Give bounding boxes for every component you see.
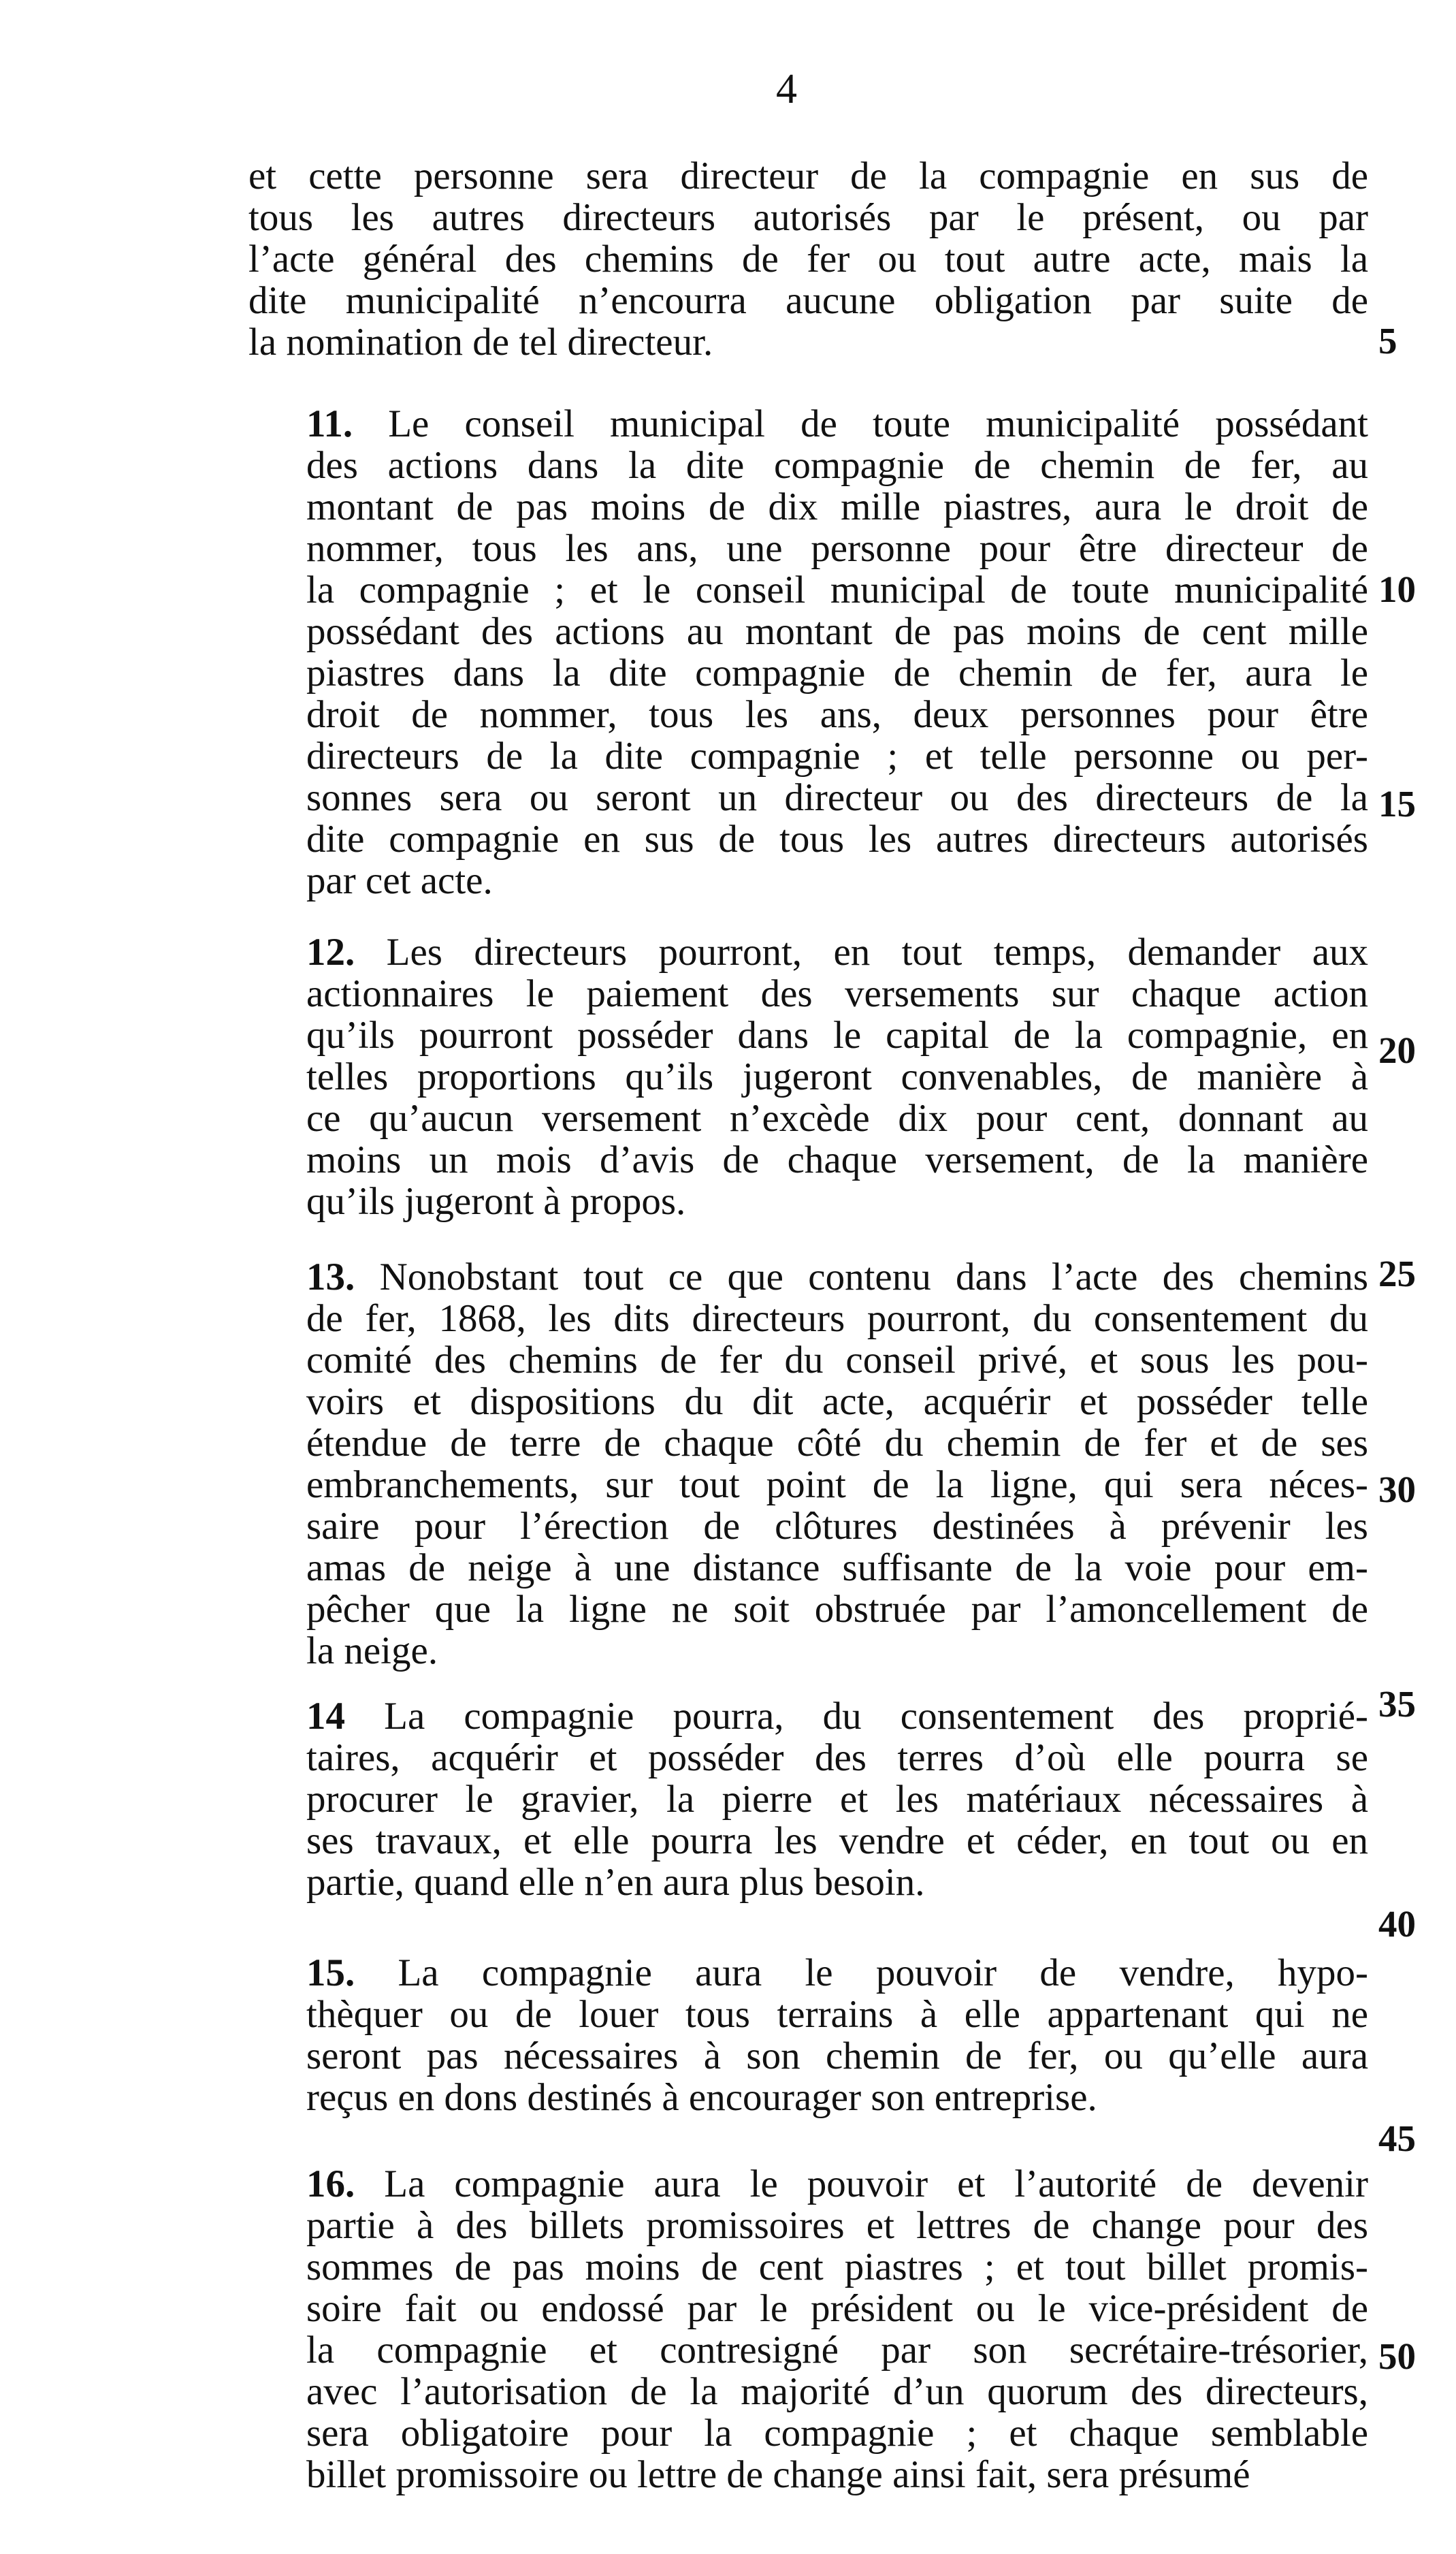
text-line: billet promissoire ou lettre de change ainsi fait, sera présumé	[306, 2453, 1250, 2496]
paragraph-p12	[248, 931, 1368, 1222]
text-line: 11. Le conseil municipal de toute municipalité possédant	[306, 402, 1368, 445]
text-line: qu’ils jugeront à propos.	[306, 1180, 686, 1223]
text-line: directeurs de la dite compagnie ; et telle personne ou per-	[306, 735, 1368, 778]
paragraph-p14	[248, 1695, 1368, 1903]
text-line: telles proportions qu’ils jugeront convenables, de manière à	[306, 1055, 1368, 1098]
text-line: seront pas nécessaires à son chemin de fer, ou qu’elle aura	[306, 2034, 1368, 2077]
text-line: 13. Nonobstant tout ce que contenu dans l’acte des chemins	[306, 1256, 1368, 1298]
text-line: dite municipalité n’encourra aucune obligation par suite de	[248, 279, 1368, 322]
text-line: pêcher que la ligne ne soit obstruée par l’amoncellement de	[306, 1588, 1368, 1631]
text-line: de fer, 1868, les dits directeurs pourront, du consentement du	[306, 1297, 1368, 1340]
text-line: ses travaux, et elle pourra les vendre et céder, en tout ou en	[306, 1819, 1368, 1862]
text-line: sera obligatoire pour la compagnie ; et chaque semblable	[306, 2412, 1368, 2455]
text-line: reçus en dons destinés à encourager son entreprise.	[306, 2076, 1097, 2119]
text-line: nommer, tous les ans, une personne pour être directeur de	[306, 527, 1368, 570]
text-line: étendue de terre de chaque côté du chemin de fer et de ses	[306, 1422, 1368, 1465]
text-line: montant de pas moins de dix mille piastres, aura le droit de	[306, 485, 1368, 528]
text-line: sommes de pas moins de cent piastres ; et tout billet promis-	[306, 2246, 1368, 2288]
section-number: 16.	[306, 2162, 355, 2205]
text-line: voirs et dispositions du dit acte, acquérir et posséder telle	[306, 1380, 1368, 1423]
text-line: et cette personne sera directeur de la compagnie en sus de	[248, 155, 1368, 197]
text-line: possédant des actions au montant de pas moins de cent mille	[306, 610, 1368, 653]
text-line: sonnes sera ou seront un directeur ou des directeurs de la	[306, 776, 1368, 819]
text-line: avec l’autorisation de la majorité d’un quorum des directeurs,	[306, 2370, 1368, 2413]
text-line: la compagnie et contresigné par son secrétaire-trésorier,	[306, 2329, 1368, 2372]
text-line: tous les autres directeurs autorisés par le présent, ou par	[248, 196, 1368, 239]
section-number: 13.	[306, 1256, 355, 1298]
margin-line-number: 50	[1378, 2335, 1416, 2377]
text-line: la neige.	[306, 1629, 438, 1672]
margin-line-number: 40	[1378, 1903, 1416, 1945]
paragraph-p16	[248, 2163, 1368, 2495]
paragraph-p10-cont	[248, 155, 1368, 363]
text-line: partie à des billets promissoires et lettres de change pour des	[306, 2204, 1368, 2247]
text-line: la compagnie ; et le conseil municipal de toute municipalité	[306, 569, 1368, 611]
section-number: 14	[306, 1695, 345, 1738]
text-line: la nomination de tel directeur.	[248, 321, 713, 364]
text-line: 12. Les directeurs pourront, en tout temps, demander aux	[306, 931, 1368, 974]
paragraph-p11	[248, 403, 1368, 901]
text-line: moins un mois d’avis de chaque versement, de la manière	[306, 1138, 1368, 1181]
text-line: comité des chemins de fer du conseil privé, et sous les pou-	[306, 1339, 1368, 1382]
paragraph-p13	[248, 1256, 1368, 1672]
text-line: soire fait ou endossé par le président ou le vice-président de	[306, 2287, 1368, 2330]
margin-line-number: 15	[1378, 783, 1416, 825]
page-number: 4	[776, 66, 797, 112]
text-line: des actions dans la dite compagnie de chemin de fer, au	[306, 444, 1368, 487]
text-line: amas de neige à une distance suffisante de la voie pour em-	[306, 1546, 1368, 1589]
text-line: saire pour l’érection de clôtures destinées à prévenir les	[306, 1505, 1368, 1548]
text-line: 14 La compagnie pourra, du consentement des proprié-	[306, 1695, 1368, 1738]
text-line: l’acte général des chemins de fer ou tout autre acte, mais la	[248, 238, 1368, 281]
text-line: partie, quand elle n’en aura plus besoin.	[306, 1861, 925, 1904]
margin-line-number: 20	[1378, 1029, 1416, 1071]
margin-line-number: 30	[1378, 1469, 1416, 1510]
text-line: dite compagnie en sus de tous les autres directeurs autorisés	[306, 818, 1368, 861]
text-line: actionnaires le paiement des versements sur chaque action	[306, 972, 1368, 1015]
margin-line-number: 5	[1378, 320, 1397, 362]
section-number: 11.	[306, 402, 353, 445]
text-line: embranchements, sur tout point de la ligne, qui sera néces-	[306, 1463, 1368, 1506]
text-line: thèquer ou de louer tous terrains à elle appartenant qui ne	[306, 1993, 1368, 2036]
margin-line-number: 45	[1378, 2118, 1416, 2159]
section-number: 15.	[306, 1951, 355, 1994]
text-line: piastres dans la dite compagnie de chemin de fer, aura le	[306, 652, 1368, 695]
text-line: droit de nommer, tous les ans, deux personnes pour être	[306, 693, 1368, 736]
text-line: procurer le gravier, la pierre et les matériaux nécessaires à	[306, 1778, 1368, 1821]
text-line: par cet acte.	[306, 859, 493, 902]
text-line: 15. La compagnie aura le pouvoir de vendre, hypo-	[306, 1951, 1368, 1994]
text-line: ce qu’aucun versement n’excède dix pour cent, donnant au	[306, 1097, 1368, 1140]
margin-line-number: 10	[1378, 569, 1416, 610]
paragraph-p15	[248, 1952, 1368, 2118]
margin-line-number: 35	[1378, 1683, 1416, 1725]
text-line: 16. La compagnie aura le pouvoir et l’autorité de devenir	[306, 2162, 1368, 2205]
text-line: taires, acquérir et posséder des terres d’où elle pourra se	[306, 1736, 1368, 1779]
section-number: 12.	[306, 931, 355, 974]
text-line: qu’ils pourront posséder dans le capital de la compagnie, en	[306, 1014, 1368, 1057]
margin-line-number: 25	[1378, 1253, 1416, 1294]
